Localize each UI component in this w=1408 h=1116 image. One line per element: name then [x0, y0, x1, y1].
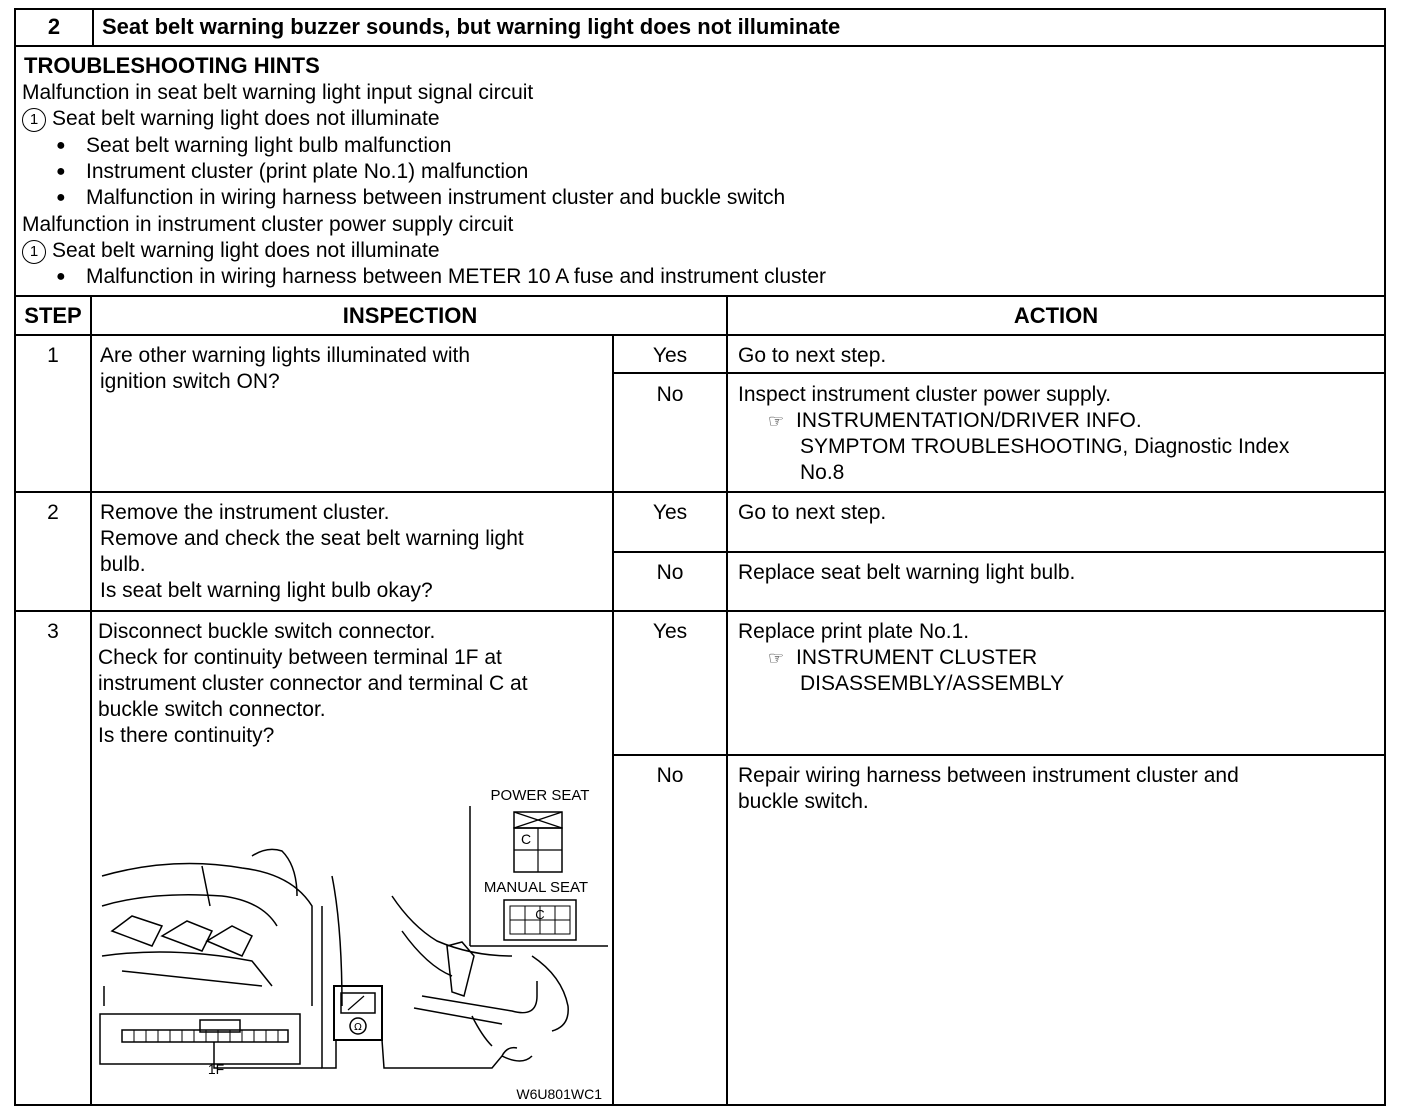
step-2-inspection-line: Remove the instrument cluster. [100, 501, 390, 524]
bullet-dot-icon [56, 265, 86, 288]
hint-bullet-item: ● Seat belt warning light bulb malfunction [56, 133, 451, 160]
symptom-title: Seat belt warning buzzer sounds, but warning light does not illuminate [102, 14, 841, 39]
ohm-symbol: Ω [354, 1022, 362, 1033]
column-header-step: STEP [24, 303, 82, 328]
step-2-no-action: Replace seat belt warning light bulb. [738, 561, 1076, 584]
continuity-check-figure [92, 756, 612, 1106]
circled-one-icon: 1 [22, 240, 46, 264]
column-header-action: ACTION [1013, 303, 1099, 328]
step-3-inspection-line: Disconnect buckle switch connector. [98, 620, 436, 643]
hint-bullet-item: ● Malfunction in wiring harness between METER 10 A fuse and instrument cluster [56, 264, 826, 291]
step-2-inspection-line: Is seat belt warning light bulb okay? [100, 579, 433, 602]
step-3-no-action-line: Repair wiring harness between instrument cluster and [738, 764, 1239, 787]
symptom-number: 2 [47, 14, 61, 39]
reference-hand-icon: ☞ [768, 411, 785, 431]
hint-numbered-item: 1 Seat belt warning light does not illuminate [22, 106, 440, 133]
column-header-inspection: INSPECTION [342, 303, 478, 328]
hint-cause-line: Malfunction in seat belt warning light input signal circuit [22, 81, 534, 104]
step-3-yes-reference-line: DISASSEMBLY/ASSEMBLY [800, 672, 1065, 695]
troubleshooting-sheet [14, 8, 1386, 1106]
step-1-yes-label: Yes [652, 344, 688, 367]
terminal-c-label: C [520, 831, 532, 847]
terminal-1f-label: 1F [207, 1061, 225, 1077]
step-3-inspection-line: Check for continuity between terminal 1F at [98, 646, 502, 669]
step-3-no-action-line: buckle switch. [738, 790, 869, 813]
step-3-inspection-line: buckle switch connector. [98, 698, 326, 721]
step-2-yes-label: Yes [652, 501, 688, 524]
step-2-number: 2 [47, 501, 59, 524]
circled-one-icon: 1 [22, 108, 46, 132]
ohmmeter-icon [334, 986, 382, 1040]
hint-numbered-item: 1 Seat belt warning light does not illuminate [22, 238, 440, 265]
bullet-dot-icon [56, 134, 86, 157]
step-1-no-reference-line: SYMPTOM TROUBLESHOOTING, Diagnostic Index [800, 435, 1290, 458]
bullet-dot-icon [56, 160, 86, 183]
step-1-no-reference: ☞ INSTRUMENTATION/DRIVER INFO. [768, 408, 1142, 435]
terminal-c-label: C [535, 907, 545, 922]
instrument-panel-sketch [102, 849, 342, 1006]
step-3-inspection-line: Is there continuity? [98, 724, 275, 747]
step-3-number: 3 [47, 620, 59, 643]
hint-bullet-item: ● Instrument cluster (print plate No.1) malfunction [56, 159, 528, 186]
hint-bullet-item: ● Malfunction in wiring harness between instrument cluster and buckle switch [56, 185, 785, 212]
step-2-no-label: No [656, 561, 684, 584]
hint-cause-line: Malfunction in instrument cluster power supply circuit [22, 212, 514, 236]
step-2-yes-action: Go to next step. [738, 501, 887, 524]
step-3-yes-label: Yes [652, 620, 688, 643]
power-seat-connector [514, 812, 562, 872]
step-3-yes-reference: ☞ INSTRUMENT CLUSTER [768, 645, 1037, 672]
step-3-yes-action: Replace print plate No.1. [738, 620, 970, 643]
connector-inset [470, 787, 608, 946]
step-1-yes-action: Go to next step. [738, 344, 887, 367]
hints-heading: TROUBLESHOOTING HINTS [24, 53, 320, 78]
manual-seat-label: MANUAL SEAT [483, 879, 589, 896]
step-1-inspection-line: ignition switch ON? [100, 370, 280, 393]
step-3-inspection-line: instrument cluster connector and terminal C at [98, 672, 528, 695]
power-seat-label: POWER SEAT [490, 787, 590, 804]
step-2-inspection-line: Remove and check the seat belt warning light [100, 527, 524, 550]
bullet-dot-icon [56, 186, 86, 209]
step-1-no-action: Inspect instrument cluster power supply. [738, 383, 1112, 406]
figure-code: W6U801WC1 [516, 1086, 602, 1102]
step-1-inspection-line: Are other warning lights illuminated with [100, 344, 471, 367]
step-2-inspection-line: bulb. [100, 553, 146, 576]
step-1-number: 1 [47, 344, 59, 367]
step-1-no-label: No [656, 383, 684, 406]
manual-seat-connector [504, 900, 576, 940]
step-1-no-reference-line: No.8 [800, 461, 845, 484]
reference-hand-icon: ☞ [768, 648, 785, 668]
step-3-no-label: No [656, 764, 684, 787]
